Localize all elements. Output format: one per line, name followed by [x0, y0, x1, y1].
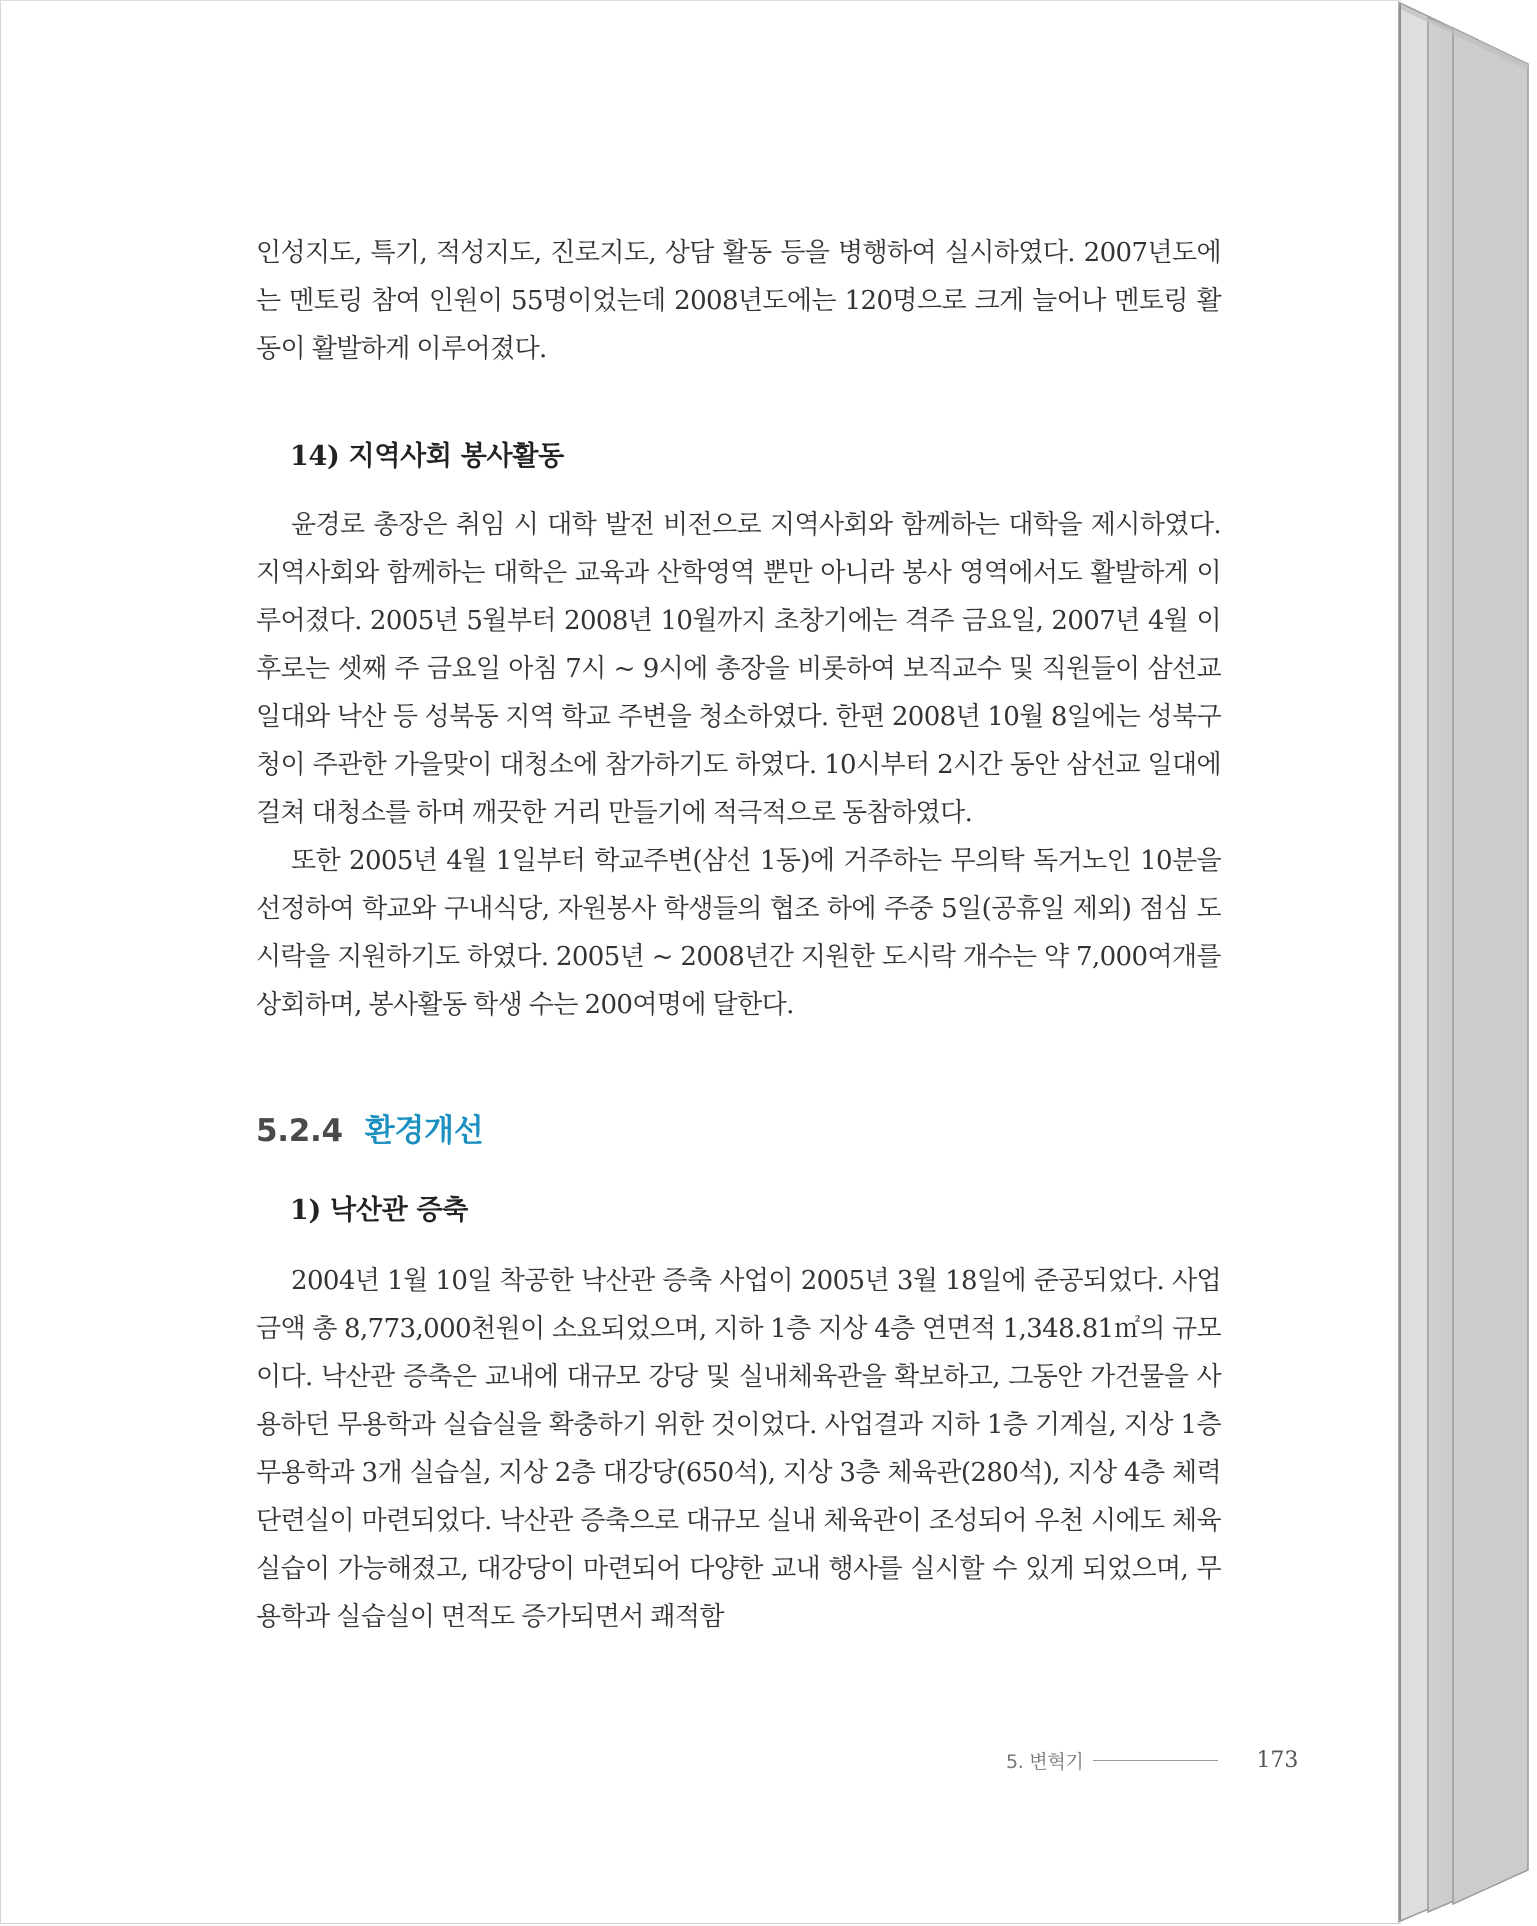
section-number: 5.2.4: [256, 1113, 343, 1149]
body-paragraph: 2004년 1월 10일 착공한 낙산관 증축 사업이 2005년 3월 18일에 준공되었다. 사업금액 총 8,773,000천원이 소요되었으며, 지하 1층 지상 4층 연면적 1,348.81㎡의 규모이다. 낙산관 증축은 교내에 대규모 강당 및 실내체육관을 확보하고, 그동안 가건물을 사용하던 무용학과 실습실을 확충하기 위한 것이었다. 사업결과 지하 1층 기계실, 지상 1층 무용학과 3개 실습실, 지상 2층 대강당(650석), 지상 3층 체육관(280석), 지상 4층 체력단련실이 마련되었다. 낙산관 증축으로 대규모 실내 체육관이 조성되어 우천 시에도 체육 실습이 가능해졌고, 대강당이 마련되어 다양한 교내 행사를 실시할 수 있게 되었으며, 무용학과 실습실이 면적도 증가되면서 쾌적함: [256, 1266, 1221, 1632]
page-stack-edges: [1398, 0, 1537, 1926]
footer-rule: [1093, 1760, 1218, 1761]
section-heading: [256, 1109, 1221, 1153]
subsection-title-naksan-hall: 1) 낙산관 증축: [290, 1195, 469, 1226]
subsection-title-community-service: 14) 지역사회 봉사활동: [290, 441, 564, 472]
body-paragraph: 윤경로 총장은 취임 시 대학 발전 비전으로 지역사회와 함께하는 대학을 제시하였다. 지역사회와 함께하는 대학은 교육과 산학영역 뿐만 아니라 봉사 영역에서도 활발하게 이루어졌다. 2005년 5월부터 2008년 10월까지 초창기에는 격주 금요일, 2007년 4월 이후로는 셋째 주 금요일 아침 7시 ~ 9시에 총장을 비롯하여 보직교수 및 직원들이 삼선교 일대와 낙산 등 성북동 지역 학교 주변을 청소하였다. 한편 2008년 10월 8일에는 성북구청이 주관한 가을맞이 대청소에 참가하기도 하였다. 10시부터 2시간 동안 삼선교 일대에 걸쳐 대청소를 하며 깨끗한 거리 만들기에 적극적으로 동참하였다.: [256, 510, 1221, 828]
page-footer: [1006, 1747, 1298, 1774]
page-content: [256, 229, 1221, 1641]
body-paragraph-continued: 인성지도, 특기, 적성지도, 진로지도, 상담 활동 등을 병행하여 실시하였다. 2007년도에는 멘토링 참여 인원이 55명이었는데 2008년도에는 120명으로 크게 늘어나 멘토링 활동이 활발하게 이루어졌다.: [256, 238, 1221, 364]
page-number: 173: [1256, 1748, 1299, 1773]
section-title: 환경개선: [364, 1113, 484, 1149]
body-paragraph: 또한 2005년 4월 1일부터 학교주변(삼선 1동)에 거주하는 무의탁 독거노인 10분을 선정하여 학교와 구내식당, 자원봉사 학생들의 협조 하에 주중 5일(공휴일 제외) 점심 도시락을 지원하기도 하였다. 2005년 ~ 2008년간 지원한 도시락 개수는 약 7,000여개를 상회하며, 봉사활동 학생 수는 200여명에 달한다.: [256, 846, 1221, 1020]
footer-chapter-label: 5. 변혁기: [1006, 1751, 1084, 1773]
